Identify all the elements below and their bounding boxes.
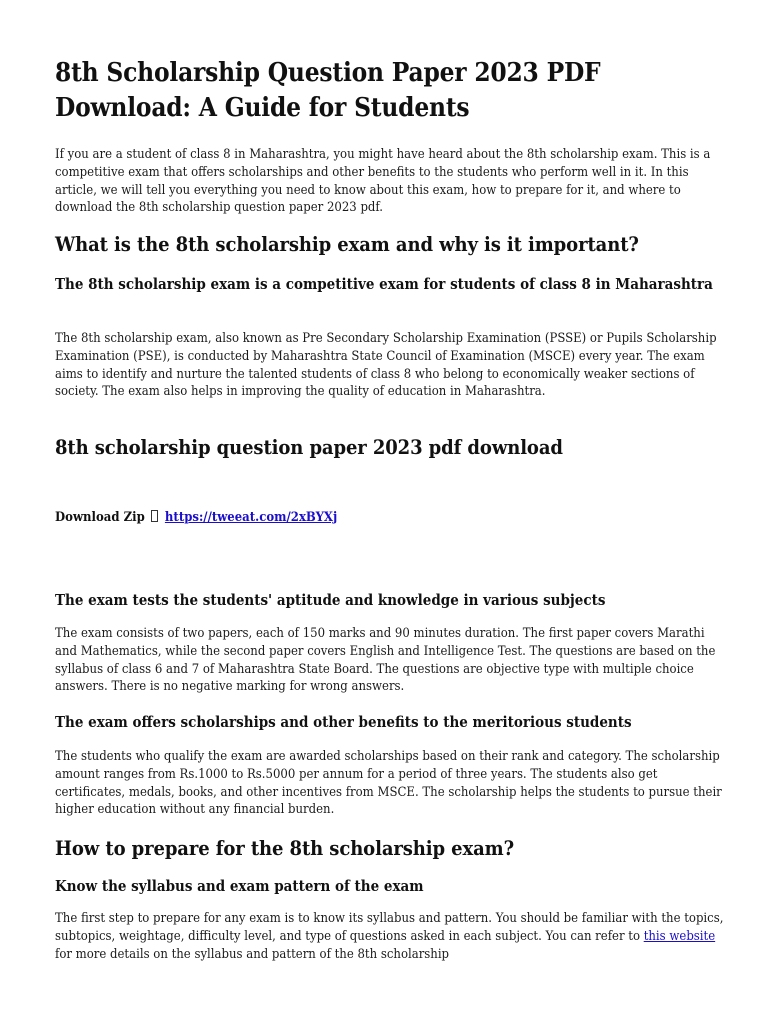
paragraph-syllabus	[55, 910, 725, 963]
subheading-benefits: The exam offers scholarships and other benefits to the meritorious students	[55, 713, 632, 731]
download-link[interactable]: https://tweeat.com/2xBYXj	[164, 510, 338, 525]
page-title	[55, 56, 725, 126]
subheading-competitive-exam: The 8th scholarship exam is a competitive exam for students of class 8 in Maharashtra	[55, 275, 713, 293]
this-website-link[interactable]: this website	[643, 928, 716, 944]
title-line-2: Download: A Guide for Students	[55, 93, 470, 123]
paragraph-exam-structure: The exam consists of two papers, each of 150 marks and 90 minutes duration. The first paper covers Marathi and Mathematics, while the second paper covers English and Intelligence Test. The questions are based on the syllabus of class 6 and 7 of Maharashtra State Board. The questions are objective type with multiple choice answers. There is no negative marking for wrong answers.	[55, 626, 716, 695]
paragraph-scholarship-benefits: The students who qualify the exam are awarded scholarships based on their rank and category. The scholarship amount ranges from Rs.1000 to Rs.5000 per annum for a period of three years. The students also get certificates, medals, books, and other incentives from MSCE. The scholarship helps the students to pursue their higher education without any financial burden.	[55, 749, 722, 818]
section-heading-how-to-prepare: How to prepare for the 8th scholarship exam?	[55, 836, 515, 860]
intro-paragraph: If you are a student of class 8 in Maharashtra, you might have heard about the 8th scholarship exam. This is a competitive exam that offers scholarships and other benefits to the students who perform well in it. In this article, we will tell you everything you need to know about this exam, how to prepare for it, and where to download the 8th scholarship question paper 2023 pdf.	[55, 147, 711, 216]
section-heading-download: 8th scholarship question paper 2023 pdf download	[55, 435, 563, 459]
subheading-syllabus: Know the syllabus and exam pattern of the exam	[55, 877, 424, 895]
title-line-1: 8th Scholarship Question Paper 2023 PDF	[55, 58, 601, 88]
subheading-aptitude: The exam tests the students' aptitude and knowledge in various subjects	[55, 591, 606, 609]
paragraph-syllabus-text-before: The first step to prepare for any exam is to know its syllabus and pattern. You should be familiar with the topics, subtopics, weightage, difficulty level, and type of questions asked in each subject. You can refer to	[55, 911, 724, 944]
download-row	[55, 509, 725, 527]
download-label: Download Zip	[55, 510, 145, 525]
missing-glyph-icon	[151, 510, 158, 522]
section-heading-what-is: What is the 8th scholarship exam and why is it important?	[55, 232, 639, 256]
paragraph-about-exam: The 8th scholarship exam, also known as Pre Secondary Scholarship Examination (PSSE) or Pupils Scholarship Examination (PSE), is conducted by Maharashtra State Council of Examination (MSCE) every year. The exam aims to identify and nurture the talented students of class 8 who belong to economically weaker sections of society. The exam also helps in improving the quality of education in Maharashtra.	[55, 331, 717, 400]
paragraph-syllabus-text-after: for more details on the syllabus and pattern of the 8th scholarship	[55, 946, 450, 962]
